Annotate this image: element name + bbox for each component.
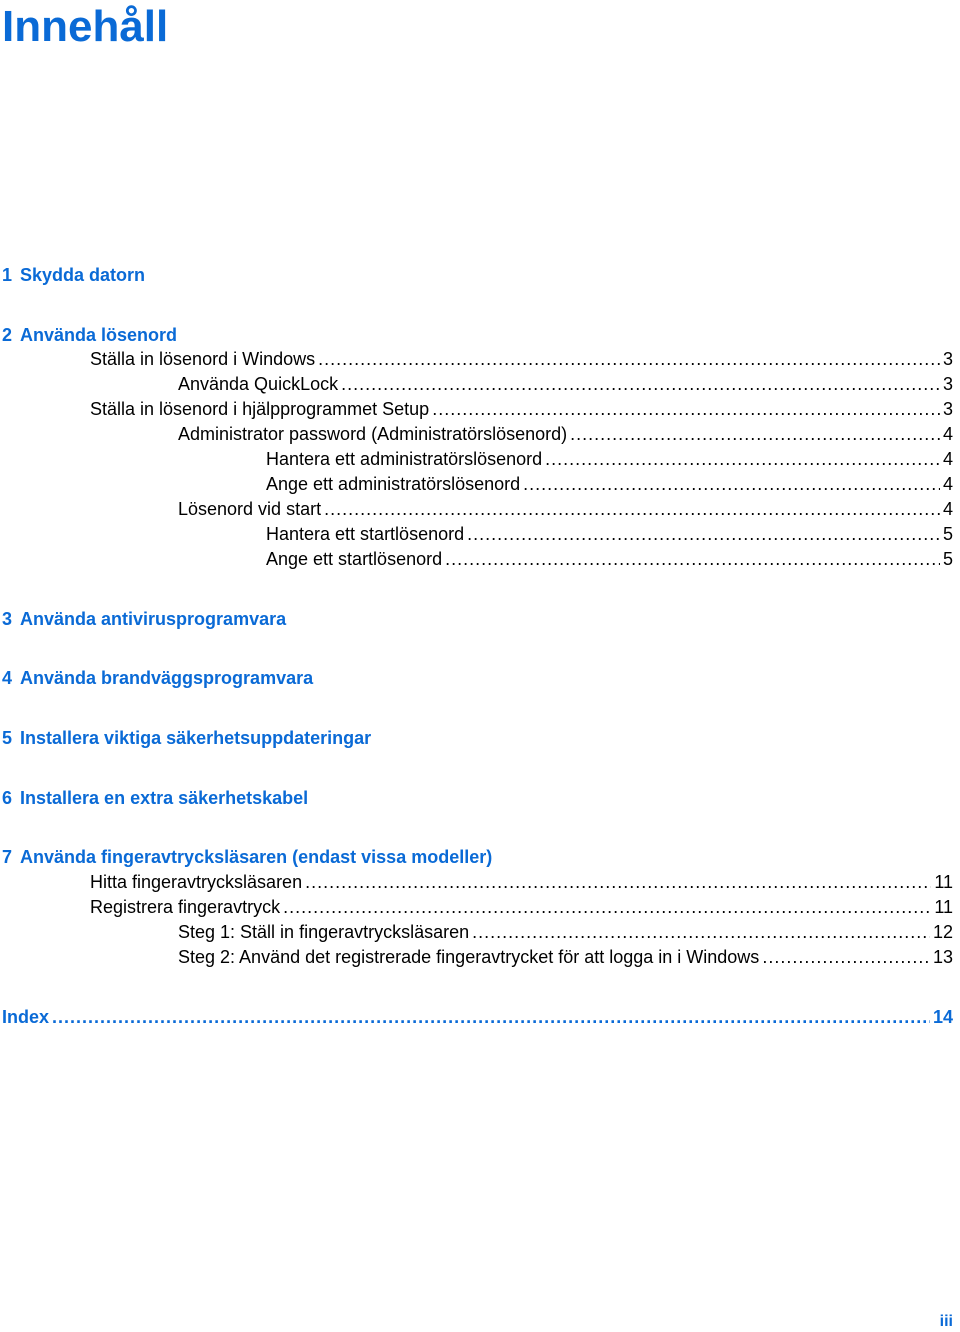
toc-chapter-3[interactable] <box>2 608 286 630</box>
toc-entry[interactable] <box>266 523 953 545</box>
entry-page-number: 11 <box>934 872 953 892</box>
entry-title: Index <box>2 1007 50 1027</box>
dot-leader <box>762 946 930 968</box>
toc-entry[interactable] <box>178 921 953 943</box>
entry-title: Ange ett startlösenord <box>266 549 443 569</box>
entry-page-number: 4 <box>942 474 953 494</box>
dot-leader <box>445 548 940 570</box>
dot-leader <box>305 871 931 893</box>
toc-chapter-5[interactable] <box>2 727 371 749</box>
dot-leader <box>467 523 940 545</box>
entry-page-number: 5 <box>942 549 953 569</box>
toc-chapter-7[interactable] <box>2 846 492 868</box>
toc-entry[interactable] <box>178 373 953 395</box>
entry-title: Lösenord vid start <box>178 499 322 519</box>
chapter-title: Använda antivirusprogramvara <box>20 609 287 629</box>
chapter-number: 5 <box>2 728 13 748</box>
dot-leader <box>570 423 940 445</box>
dot-leader <box>341 373 940 395</box>
entry-page-number: 3 <box>942 399 953 419</box>
chapter-title: Använda lösenord <box>20 325 178 345</box>
chapter-number: 6 <box>2 788 13 808</box>
dot-leader <box>283 896 931 918</box>
toc-entry[interactable] <box>266 448 953 470</box>
entry-page-number: 3 <box>942 349 953 369</box>
toc-index[interactable] <box>2 1006 953 1028</box>
dot-leader <box>472 921 930 943</box>
entry-page-number: 4 <box>942 499 953 519</box>
entry-page-number: 14 <box>932 1007 953 1027</box>
entry-title: Ange ett administratörslösenord <box>266 474 521 494</box>
toc-chapter-1[interactable] <box>2 264 145 286</box>
entry-page-number: 13 <box>932 947 953 967</box>
entry-page-number: 4 <box>942 449 953 469</box>
toc-entry[interactable] <box>90 871 953 893</box>
toc-entry[interactable] <box>178 423 953 445</box>
toc-entry[interactable] <box>90 348 953 370</box>
chapter-number: 7 <box>2 847 13 867</box>
entry-page-number: 4 <box>942 424 953 444</box>
chapter-title: Installera en extra säkerhetskabel <box>20 788 309 808</box>
chapter-number: 3 <box>2 609 13 629</box>
dot-leader <box>318 348 940 370</box>
entry-title: Administrator password (Administratörslösenord) <box>178 424 568 444</box>
chapter-title: Använda fingeravtrycksläsaren (endast vissa modeller) <box>20 847 493 867</box>
dot-leader <box>523 473 940 495</box>
toc-chapter-4[interactable] <box>2 667 313 689</box>
entry-title: Hantera ett startlösenord <box>266 524 465 544</box>
toc-entry[interactable] <box>90 896 953 918</box>
entry-page-number: 12 <box>932 922 953 942</box>
toc-entry[interactable] <box>178 946 953 968</box>
entry-page-number: 5 <box>942 524 953 544</box>
toc-entry[interactable] <box>266 473 953 495</box>
entry-page-number: 11 <box>934 897 953 917</box>
dot-leader <box>52 1006 930 1028</box>
page-folio: iii <box>939 1313 953 1330</box>
toc-entry[interactable] <box>178 498 953 520</box>
dot-leader <box>324 498 940 520</box>
chapter-title: Installera viktiga säkerhetsuppdateringar <box>20 728 372 748</box>
entry-title: Använda QuickLock <box>178 374 339 394</box>
entry-title: Registrera fingeravtryck <box>90 897 281 917</box>
chapter-number: 1 <box>2 265 13 285</box>
entry-title: Steg 2: Använd det registrerade fingeravtrycket för att logga in i Windows <box>178 947 760 967</box>
toc-entry[interactable] <box>266 548 953 570</box>
chapter-title: Använda brandväggsprogramvara <box>20 668 314 688</box>
dot-leader <box>545 448 940 470</box>
toc-entry[interactable] <box>90 398 953 420</box>
entry-title: Hantera ett administratörslösenord <box>266 449 543 469</box>
entry-title: Hitta fingeravtrycksläsaren <box>90 872 303 892</box>
entry-page-number: 3 <box>942 374 953 394</box>
entry-title: Ställa in lösenord i hjälpprogrammet Setup <box>90 399 430 419</box>
page-title: Innehåll <box>2 2 169 51</box>
chapter-number: 4 <box>2 668 13 688</box>
chapter-title: Skydda datorn <box>20 265 146 285</box>
toc-chapter-2[interactable] <box>2 324 177 346</box>
dot-leader <box>432 398 940 420</box>
entry-title: Steg 1: Ställ in fingeravtrycksläsaren <box>178 922 470 942</box>
chapter-number: 2 <box>2 325 13 345</box>
entry-title: Ställa in lösenord i Windows <box>90 349 316 369</box>
toc-chapter-6[interactable] <box>2 787 308 809</box>
